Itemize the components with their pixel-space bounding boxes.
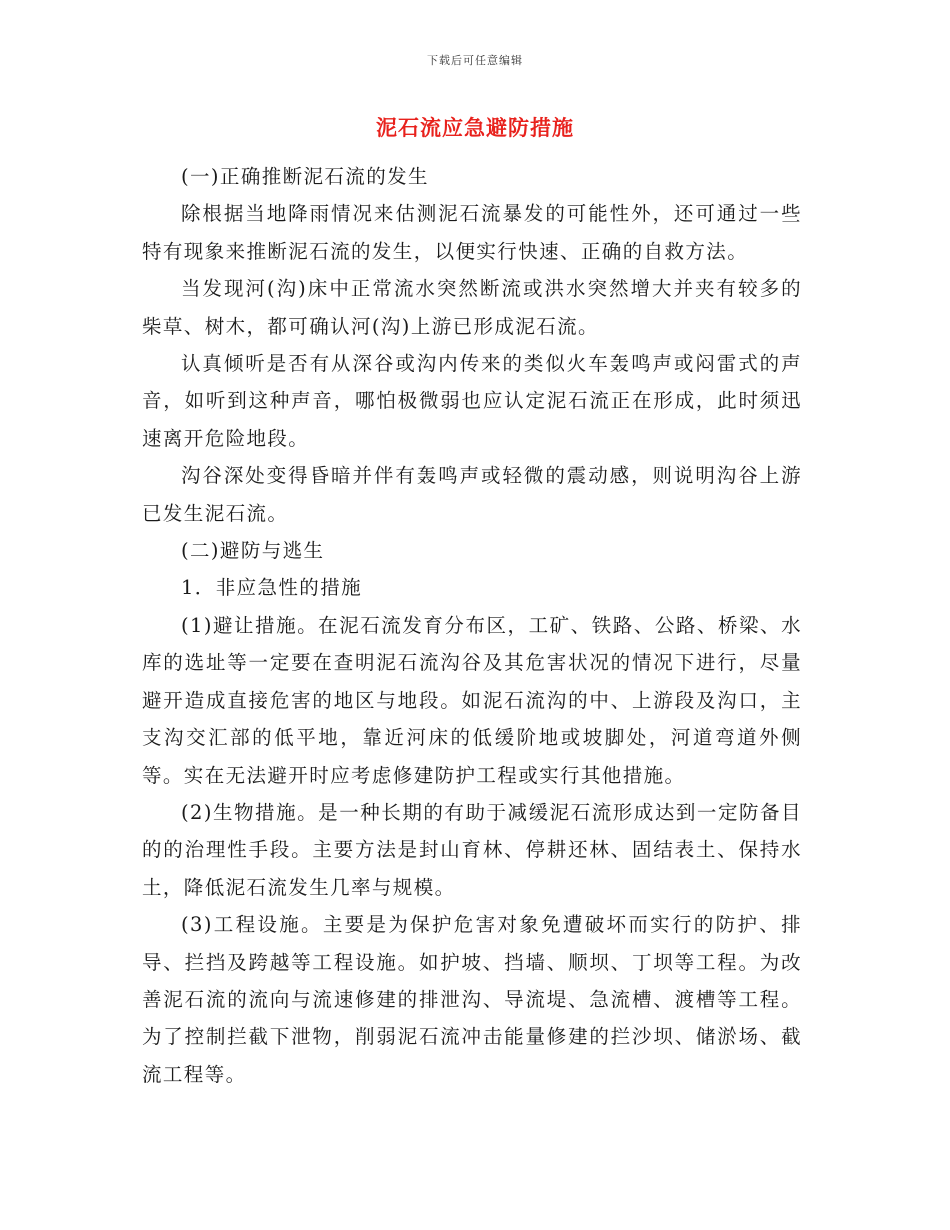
paragraph: 除根据当地降雨情况来估测泥石流暴发的可能性外，还可通过一些特有现象来推断泥石流的发生，以便实行快速、正确的自救方法。	[142, 202, 802, 263]
paragraph: 认真倾听是否有从深谷或沟内传来的类似火车轰鸣声或闷雷式的声音，如听到这种声音，哪怕极微弱也应认定泥石流正在形成，此时须迅速离开危险地段。	[142, 352, 802, 450]
paragraph: 当发现河(沟)床中正常流水突然断流或洪水突然增大并夹有较多的柴草、树木，都可确认河(沟)上游已形成泥石流。	[142, 277, 802, 338]
paragraph: (2)生物措施。是一种长期的有助于减缓泥石流形成达到一定防备目的的治理性手段。主要方法是封山育林、停耕还林、固结表土、保持水土，降低泥石流发生几率与规模。	[142, 800, 802, 899]
section-heading-2: (二)避防与逃生	[181, 539, 325, 563]
subsection-heading: 1．非应急性的措施	[181, 576, 363, 600]
document-body	[142, 158, 802, 1093]
section-heading-1: (一)正确推断泥石流的发生	[181, 165, 429, 188]
header-note: 下载后可任意编辑	[427, 54, 523, 67]
paragraph: (1)避让措施。在泥石流发育分布区，工矿、铁路、公路、桥梁、水库的选址等一定要在查明泥石流沟谷及其危害状况的情况下进行，尽量避开造成直接危害的地区与地段。如泥石流沟的中、上游段及沟口，主支沟交汇部的低平地，靠近河床的低缓阶地或坡脚处，河道弯道外侧等。实在无法避开时应考虑修建防护工程或实行其他措施。	[142, 613, 802, 787]
document-title: 泥石流应急避防措施	[376, 115, 574, 140]
paragraph: (3)工程设施。主要是为保护危害对象免遭破坏而实行的防护、排导、拦挡及跨越等工程设施。如护坡、挡墙、顺坝、丁坝等工程。为改善泥石流的流向与流速修建的排泄沟、导流堤、急流槽、渡槽等工程。为了控制拦截下泄物，削弱泥石流冲击能量修建的拦沙坝、储淤场、截流工程等。	[142, 913, 802, 1086]
paragraph: 沟谷深处变得昏暗并伴有轰鸣声或轻微的震动感，则说明沟谷上游已发生泥石流。	[142, 464, 802, 525]
